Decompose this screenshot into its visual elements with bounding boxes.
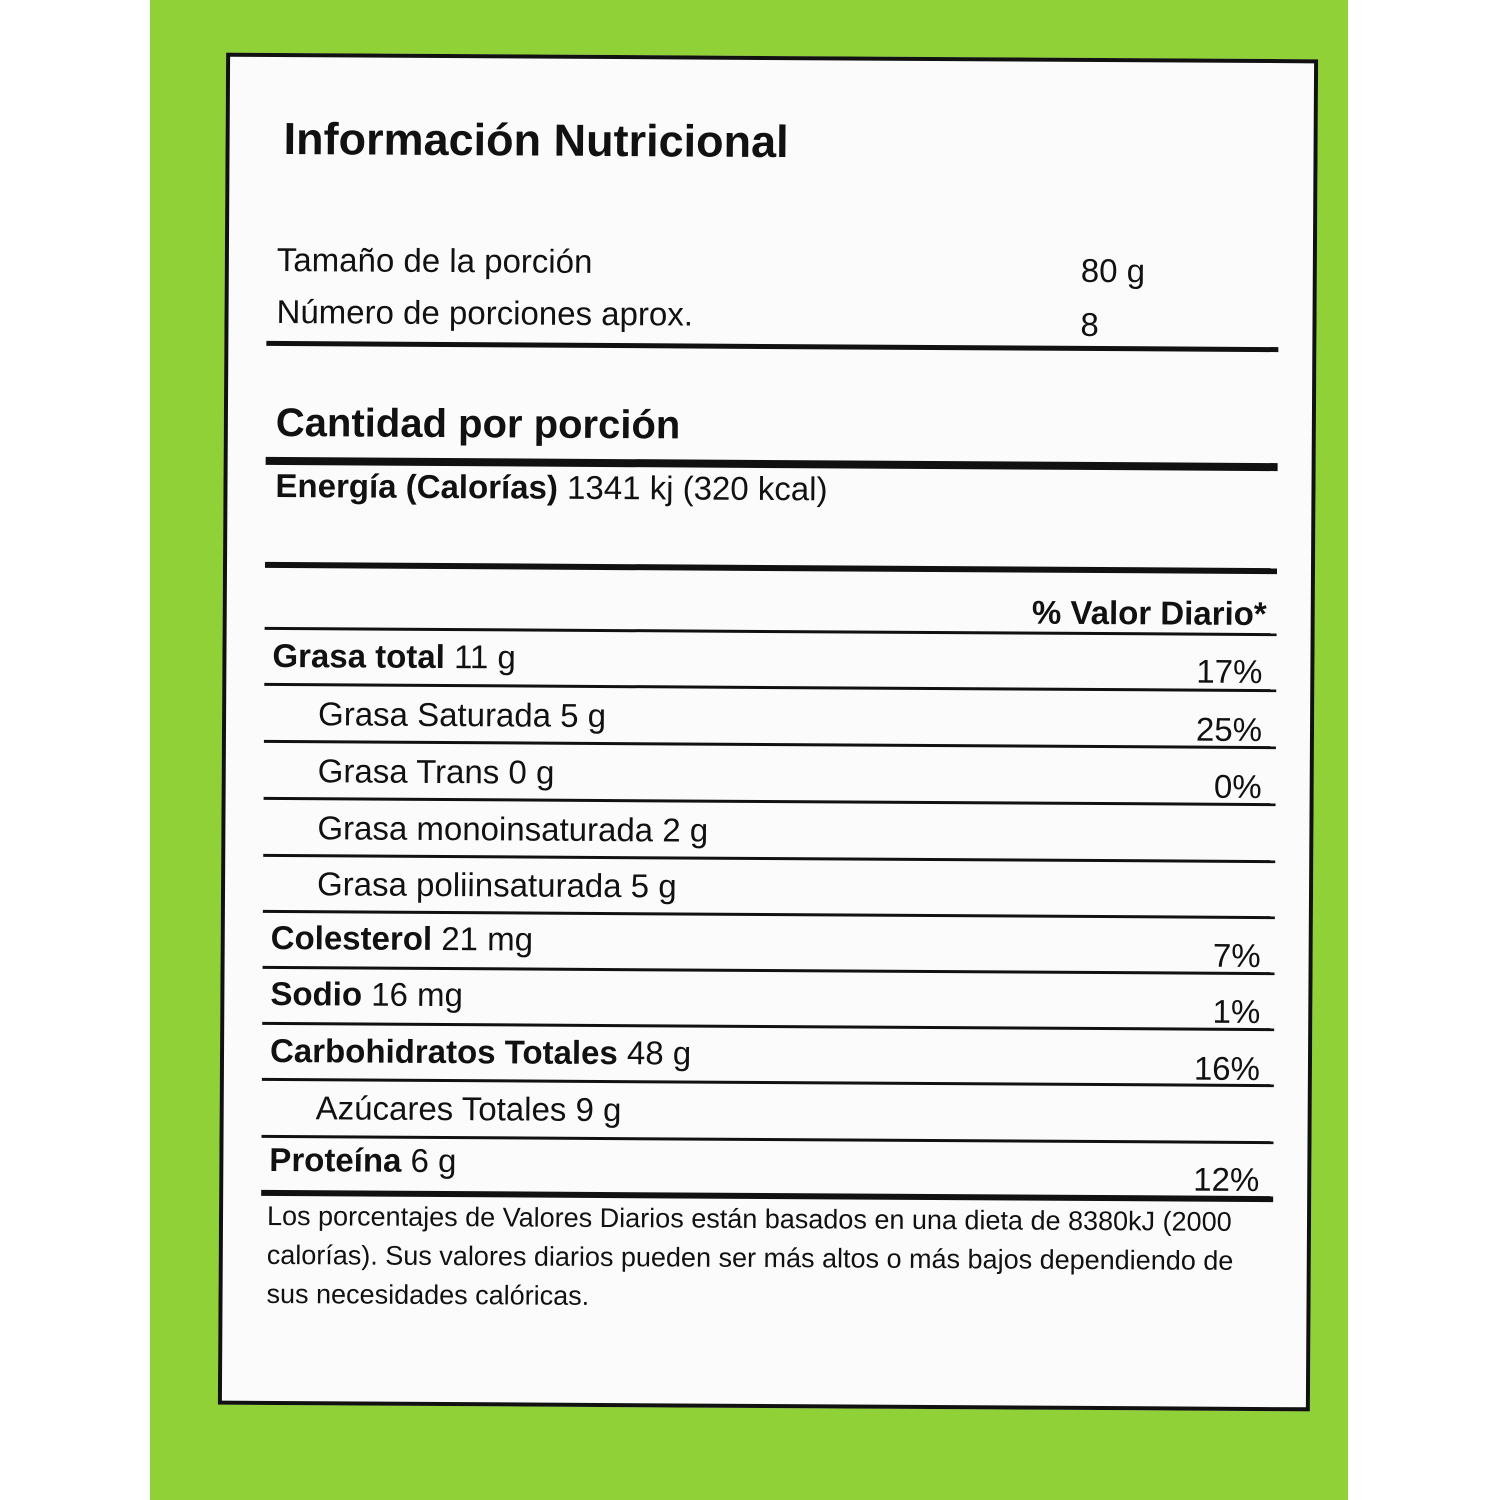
divider: [263, 854, 1275, 863]
nutrient-dv: 7%: [1212, 936, 1261, 975]
nutrient-name: Grasa poliinsaturada: [316, 865, 622, 905]
nutrient-amount: 48 g: [617, 1034, 692, 1072]
energy-value: 1341 kj (320 kcal): [557, 468, 828, 508]
panel-title: Información Nutricional: [283, 113, 789, 168]
amount-per-serving-heading: Cantidad por porción: [275, 400, 681, 448]
nutrient-amount: 6 g: [401, 1141, 457, 1180]
energy-row: [275, 467, 827, 508]
nutrient-name: Grasa monoinsaturada: [317, 809, 654, 849]
nutrient-row-polyunsaturated-fat: [317, 865, 677, 905]
thick-divider: [265, 562, 1277, 574]
nutrient-amount: 11 g: [444, 638, 516, 676]
nutrient-row-total-carbohydrates: [270, 1032, 691, 1073]
nutrient-row-total-sugars: [316, 1089, 622, 1129]
nutrient-amount: 5 g: [550, 696, 607, 735]
nutrient-amount: 5 g: [621, 867, 677, 905]
nutrient-dv: 1%: [1212, 992, 1261, 1031]
nutrient-row-monounsaturated-fat: [317, 809, 708, 849]
nutrient-row-sodium: [270, 975, 463, 1014]
nutrient-dv: 0%: [1213, 767, 1262, 806]
daily-value-header: % Valor Diario*: [1031, 593, 1267, 633]
nutrient-dv: 16%: [1193, 1049, 1261, 1088]
footnote: Los porcentajes de Valores Diarios están basados en una dieta de 8380kJ (2000 calorías). Sus valores diarios pueden ser más altos o más bajos dependiendo de sus necesidades calóricas.: [266, 1200, 1234, 1311]
nutrient-name: Grasa Trans: [317, 752, 500, 791]
nutrient-name: Grasa Saturada: [317, 695, 552, 734]
nutrient-amount: 0 g: [499, 753, 555, 791]
nutrient-name: Azúcares Totales: [315, 1089, 567, 1128]
nutrition-facts-panel: [218, 53, 1318, 1412]
nutrient-row-trans-fat: [318, 752, 555, 791]
nutrient-dv: 25%: [1195, 710, 1263, 749]
serving-size-value: 80 g: [1080, 251, 1146, 290]
energy-label: Energía (Calorías): [275, 466, 559, 506]
nutrient-amount: 16 mg: [361, 975, 464, 1014]
divider: [263, 910, 1275, 919]
nutrient-amount: 9 g: [566, 1090, 622, 1129]
nutrient-amount: 21 mg: [431, 919, 534, 958]
divider: [266, 341, 1278, 352]
nutrient-dv: 17%: [1196, 652, 1263, 691]
nutrient-name: Colesterol: [270, 918, 433, 957]
nutrient-row-total-fat: [272, 637, 516, 676]
nutrient-name: Carbohidratos Totales: [269, 1031, 618, 1072]
nutrient-name: Grasa total: [272, 636, 445, 676]
servings-value: 8: [1080, 305, 1099, 344]
nutrient-row-cholesterol: [271, 919, 533, 959]
nutrient-row-saturated-fat: [318, 695, 606, 735]
nutrient-name: Sodio: [270, 974, 363, 1013]
serving-size-label: Tamaño de la porción: [276, 240, 593, 280]
nutrient-dv: 12%: [1193, 1160, 1260, 1199]
nutrient-amount: 2 g: [652, 811, 709, 849]
nutrient-row-protein: [269, 1141, 456, 1180]
servings-label: Número de porciones aprox.: [276, 292, 694, 333]
nutrient-name: Proteína: [269, 1140, 402, 1179]
